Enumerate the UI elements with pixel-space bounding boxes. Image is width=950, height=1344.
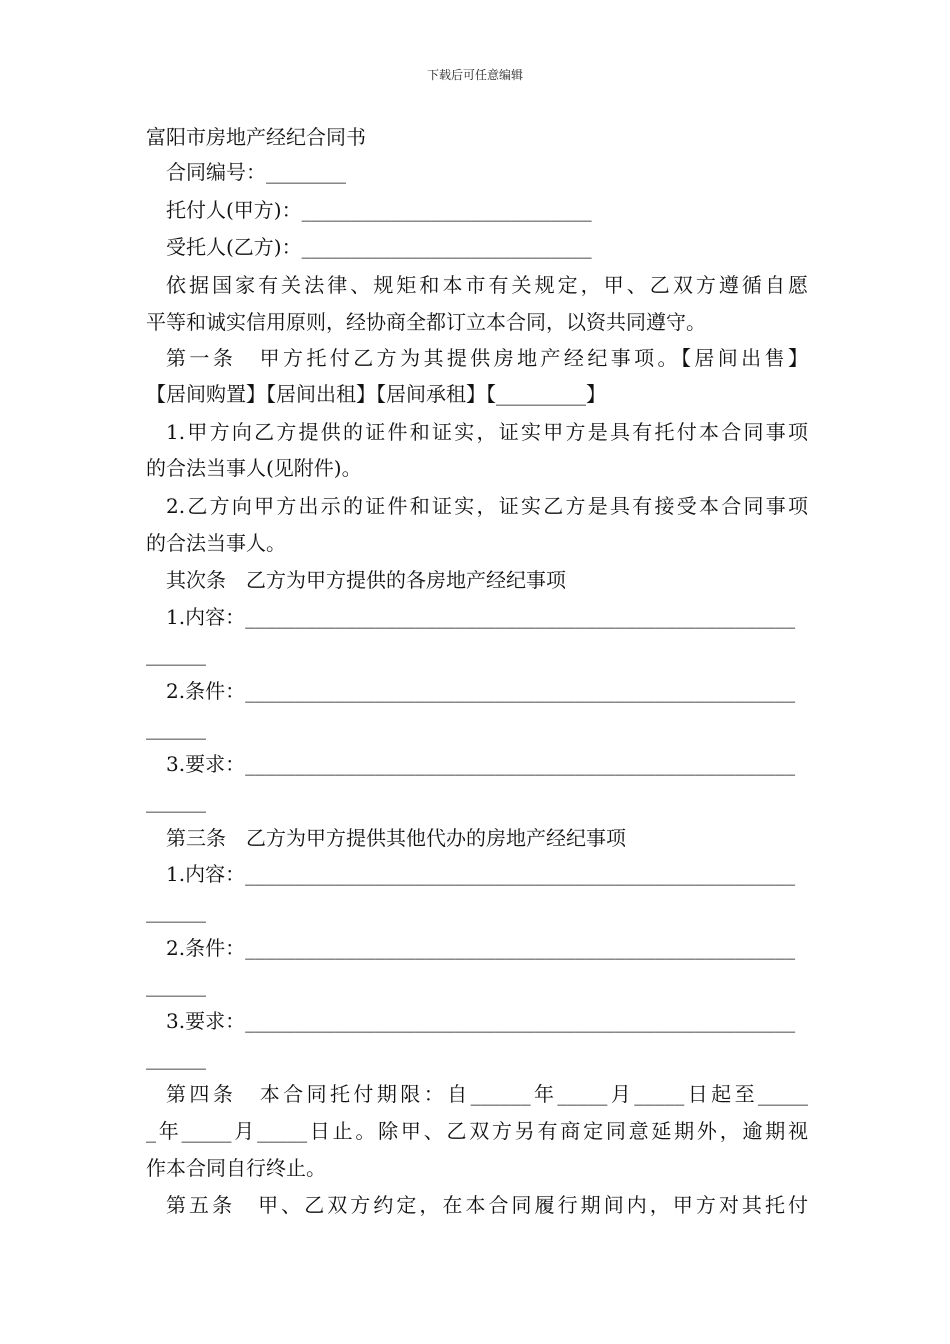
article-3-content-line: 1.内容：_______________________________________________________ — [166, 862, 796, 886]
preamble-line-2: 平等和诚实信用原则，经协商全都订立本合同，以资共同遵守。 — [146, 310, 706, 334]
article-5-line-1: 第五条 甲、乙双方约定，在本合同履行期间内，甲方对其托付 — [166, 1193, 808, 1217]
page-header: 下载后可任意编辑 — [426, 68, 523, 82]
article-2-content-continuation: ______ — [146, 642, 206, 666]
preamble-line-1: 依据国家有关法律、规矩和本市有关规定，甲、乙双方遵循自愿 — [166, 273, 808, 297]
contract-title: 富阳市房地产经纪合同书 — [146, 125, 366, 149]
article-2-heading: 其次条 乙方为甲方提供的各房地产经纪事项 — [166, 568, 566, 592]
clause-1-1-line-1: 1.甲方向乙方提供的证件和证实，证实甲方是具有托付本合同事项 — [166, 420, 808, 444]
article-3-heading: 第三条 乙方为甲方提供其他代办的房地产经纪事项 — [166, 826, 626, 850]
party-a-line: 托付人(甲方)：_____________________________ — [166, 198, 592, 222]
article-3-requirements-line: 3.要求：_______________________________________________________ — [166, 1009, 796, 1033]
article-2-requirements-line: 3.要求：_______________________________________________________ — [166, 752, 796, 776]
article-3-content-continuation: ______ — [146, 899, 206, 923]
clause-1-1-line-2: 的合法当事人(见附件)。 — [146, 456, 362, 480]
article-2-conditions-continuation: ______ — [146, 716, 206, 740]
clause-1-2-line-2: 的合法当事人。 — [146, 531, 286, 555]
article-1-line-2: 【居间购置】【居间出租】【居间承租】【_________】 — [146, 382, 606, 406]
clause-1-2-line-1: 2.乙方向甲方出示的证件和证实，证实乙方是具有接受本合同事项 — [166, 494, 808, 518]
article-2-requirements-continuation: ______ — [146, 789, 206, 813]
party-b-line: 受托人(乙方)：_____________________________ — [166, 235, 592, 259]
article-4-line-1: 第四条 本合同托付期限：自______年_____月_____日起至_____ — [166, 1082, 808, 1106]
article-3-conditions-continuation: ______ — [146, 973, 206, 997]
article-3-conditions-line: 2.条件：_______________________________________________________ — [166, 936, 796, 960]
article-4-line-2: _年_____月_____日止。除甲、乙双方另有商定同意延期外，逾期视 — [146, 1119, 808, 1143]
article-4-line-3: 作本合同自行终止。 — [146, 1156, 326, 1180]
contract-number-line: 合同编号：________ — [166, 160, 346, 184]
article-2-content-line: 1.内容：_______________________________________________________ — [166, 605, 796, 629]
article-3-requirements-continuation: ______ — [146, 1046, 206, 1070]
article-1-line-1: 第一条 甲方托付乙方为其提供房地产经纪事项。【居间出售】 — [166, 346, 808, 370]
article-2-conditions-line: 2.条件：_______________________________________________________ — [166, 679, 796, 703]
